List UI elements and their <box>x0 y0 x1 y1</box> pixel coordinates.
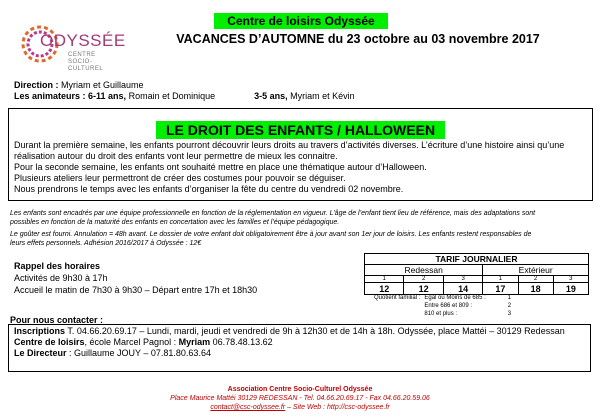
theme-line: Plusieurs ateliers leur permettront de créer des costumes pour pouvoir se déguiser. <box>14 173 346 183</box>
qf-range: 810 et plus : <box>424 311 458 317</box>
tarif-price: 19 <box>553 283 588 295</box>
animateurs-label: Les animateurs : 6-11 ans, <box>14 91 127 101</box>
qf-range: Entre 686 et 809 : <box>424 303 473 309</box>
qf-value: 2 <box>507 303 512 309</box>
tarif-qf-header: 3 <box>443 276 482 283</box>
qf-label: Quotient familial : <box>374 295 421 301</box>
contact-title: Pour nous contacter : <box>10 315 104 325</box>
theme-line: Durant la première semaine, les enfants pourront découvrir leurs droits au travers d’activités diverses. L’écriture d’une histoire ainsi qu’une <box>14 140 565 150</box>
tarif-price: 17 <box>483 283 518 295</box>
horaires-title: Rappel des horaires <box>14 261 101 271</box>
qf-value: 1 <box>507 295 512 301</box>
theme-title: LE DROIT DES ENFANTS / HALLOWEEN <box>156 121 445 139</box>
tarif-price: 12 <box>404 283 443 295</box>
tarif-group-exterieur: Extérieur <box>483 265 589 276</box>
horaires-activities: Activités de 9h30 à 17h <box>14 273 108 283</box>
logo-subtitle: CENTRE SOCIO- CULTUREL <box>68 52 104 72</box>
animateurs-611-names: Romain et Dominique <box>126 91 216 101</box>
theme-description <box>14 140 586 195</box>
tarif-price: 14 <box>443 283 482 295</box>
theme-line: Nous prendrons le temps avec les enfants d’organiser la fête du centre du vendredi 02 novembre. <box>14 184 404 194</box>
tarif-qf-header: 3 <box>553 276 588 283</box>
logo-wordmark: ODYSSÉE <box>40 31 126 50</box>
footer-site[interactable]: – Site Web : http://csc-odyssee.fr <box>285 404 390 411</box>
tarif-qf-header: 1 <box>365 276 404 283</box>
contact-directeur: Le Directeur : Guillaume JOUY – 07.81.80.63.64 <box>14 348 211 358</box>
tarif-title: TARIF JOURNALIER <box>365 254 589 265</box>
info-paragraph-supervision: Les enfants sont encadrés par une équipe professionnelle en fonction de la réglementation en vigueur. L’âge de l’enfant tient lieu de référence, mais des adaptations sont possibles en fonction de la maturité des enfants en concertation avec les familles et l’équipe pédagogique. <box>10 210 536 226</box>
quotient-familial-legend <box>372 294 513 318</box>
direction-label: Direction : <box>14 80 59 90</box>
tarif-price: 18 <box>518 283 553 295</box>
page-subtitle: VACANCES D’AUTOMNE du 23 octobre au 03 novembre 2017 <box>176 32 540 46</box>
horaires-accueil: Accueil le matin de 7h30 à 9h30 – Départ entre 17h et 18h30 <box>14 285 258 295</box>
horaires-section <box>14 260 257 296</box>
qf-value: 3 <box>507 311 512 317</box>
footer-email-link[interactable]: contact@csc-odyssee.fr <box>210 404 286 411</box>
tarif-group-redessan: Redessan <box>365 265 483 276</box>
animateurs-35-names: Myriam et Kévin <box>287 91 355 101</box>
footer-association: Association Centre Socio-Culturel Odyssée <box>227 386 373 393</box>
animateurs-line <box>14 91 355 102</box>
contact-inscriptions: Inscriptions T. 04.66.20.69.17 – Lundi, mardi, jeudi et vendredi de 9h à 12h30 et de 14h à 18h. Odyssée, place Mattéi – 30129 Redessan <box>14 326 565 336</box>
theme-line: Pour la seconde semaine, les enfants ont souhaité mettre en place une thématique autour d’Halloween. <box>14 162 427 172</box>
animateurs-35-label: 3-5 ans, <box>254 91 288 101</box>
tarif-qf-header: 2 <box>518 276 553 283</box>
tarif-price: 12 <box>365 283 404 295</box>
tarif-table <box>364 253 589 295</box>
footer-address: Place Maurice Mattéi 30129 REDESSAN - Tel. 04.66.20.69.17 - Fax 04.66.20.59.06 <box>170 395 430 402</box>
direction-line <box>14 80 144 91</box>
page-title: Centre de loisirs Odyssée <box>214 13 388 29</box>
tarif-qf-header: 1 <box>483 276 518 283</box>
direction-names: Myriam et Guillaume <box>58 80 144 90</box>
contact-centre-loisirs: Centre de loisirs, école Marcel Pagnol : Myriam 06.78.48.13.62 <box>14 337 273 347</box>
footer-contact <box>0 403 600 412</box>
info-paragraph-rules: Le goûter est fourni. Annulation = 48h avant. Le dossier de votre enfant doit obligatoirement être à jour avant son 1er jour de loisirs. Les enfants restent responsables de leurs effets personnels. Adhésion 2016/2017 à Odyssée : 12€ <box>10 231 532 247</box>
theme-line: réalisation autour du droit des enfants vont leur permettre de mieux les connaitre. <box>14 151 338 161</box>
contact-details <box>14 326 586 359</box>
tarif-qf-header: 2 <box>404 276 443 283</box>
qf-range: Egal ou Moins de 685 : <box>424 295 486 301</box>
